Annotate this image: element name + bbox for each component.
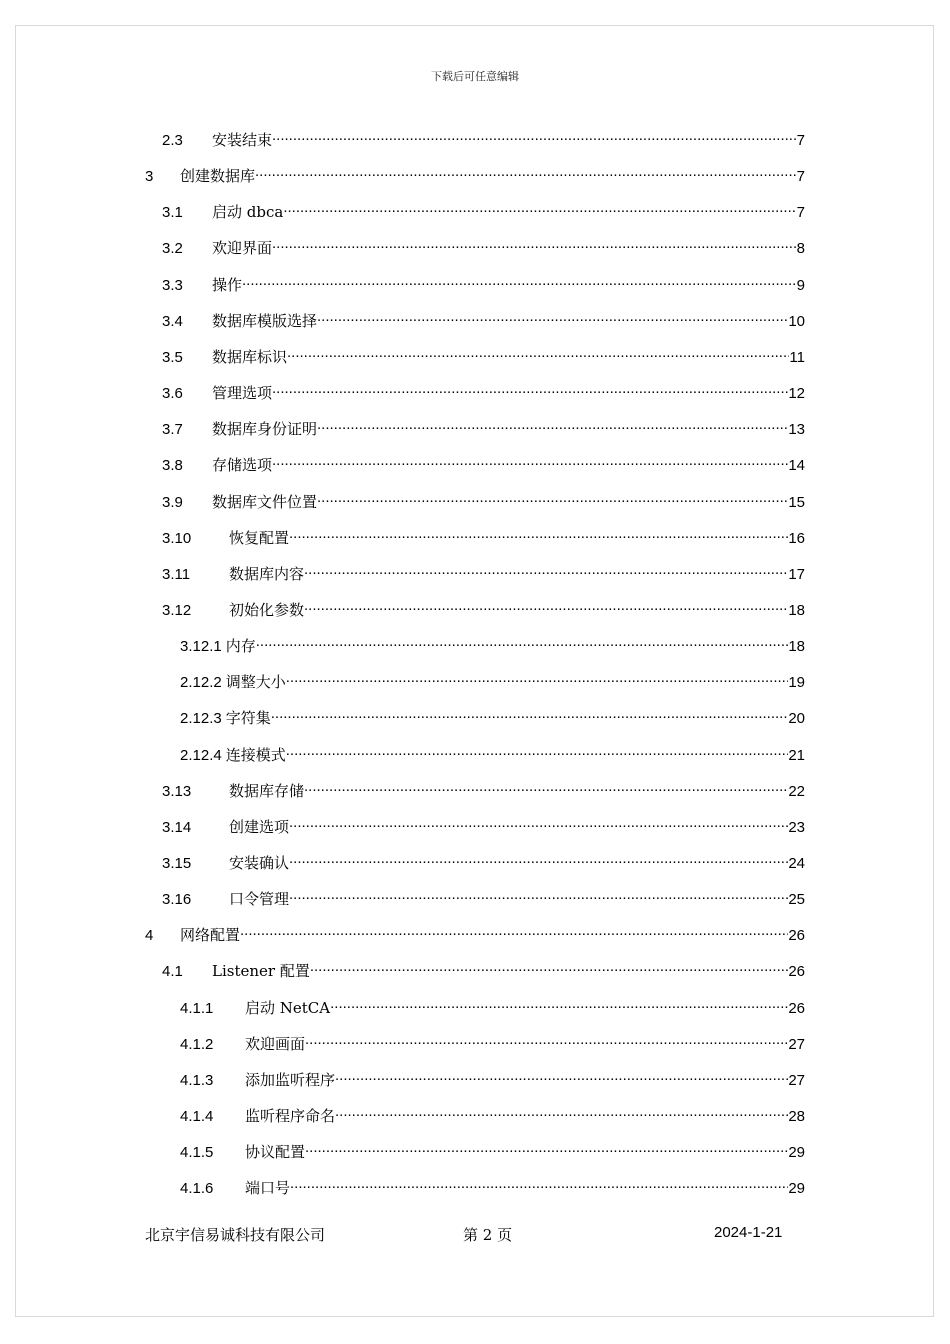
- toc-entry-number: 3.5: [162, 348, 183, 366]
- toc-entry[interactable]: [162, 412, 805, 439]
- toc-entry[interactable]: [162, 195, 805, 222]
- toc-entry[interactable]: [180, 1171, 805, 1198]
- toc-leader-dots: [271, 701, 789, 723]
- toc-entry-number: 3.12.1: [180, 638, 222, 656]
- toc-entry-page: 18: [788, 601, 805, 619]
- toc-entry-page: 15: [788, 493, 805, 511]
- toc-entry[interactable]: [162, 485, 805, 511]
- toc-entry-title: 数据库存储: [229, 781, 305, 800]
- toc-entry-page: 9: [796, 276, 805, 294]
- toc-entry-page: 26: [788, 927, 805, 945]
- toc-entry-page: 20: [788, 710, 805, 728]
- toc-entry-title: 连接模式: [225, 745, 286, 764]
- toc-entry-title: 存储选项: [212, 456, 273, 475]
- toc-entry-title: Listener 配置: [212, 962, 310, 981]
- toc-entry-page: 29: [788, 1144, 805, 1162]
- toc-entry-title: 数据库内容: [229, 564, 305, 583]
- toc-leader-dots: [304, 593, 788, 615]
- toc-entry-number: 3.9: [162, 493, 183, 511]
- toc-entry[interactable]: [180, 738, 805, 764]
- toc-entry-title: 监听程序命名: [245, 1107, 336, 1126]
- toc-entry[interactable]: [162, 231, 805, 258]
- toc-entry-number: 3.11: [162, 565, 191, 583]
- toc-entry-number: 3.3: [162, 276, 183, 294]
- toc-entry-title: 数据库模版选择: [212, 311, 318, 330]
- toc-entry[interactable]: [162, 882, 805, 909]
- toc-entry-page: 12: [788, 385, 805, 403]
- toc-entry[interactable]: [162, 557, 805, 583]
- toc-leader-dots: [283, 195, 796, 217]
- toc-entry[interactable]: [162, 448, 805, 475]
- toc-leader-dots: [317, 412, 788, 434]
- toc-entry-number: 4.1.6: [180, 1180, 214, 1198]
- toc-entry-number: 3.15: [162, 855, 192, 872]
- toc-entry-title: 添加监听程序: [245, 1070, 336, 1089]
- toc-entry-number: 3: [145, 168, 154, 186]
- toc-leader-dots: [287, 340, 789, 362]
- toc-leader-dots: [272, 448, 788, 470]
- toc-entry[interactable]: [162, 954, 805, 981]
- toc-entry-page: 14: [788, 457, 805, 475]
- toc-entry-page: 19: [788, 674, 805, 692]
- toc-leader-dots: [289, 846, 788, 868]
- toc-entry-number: 4.1.3: [180, 1071, 214, 1089]
- toc-entry[interactable]: [162, 340, 805, 366]
- toc-leader-dots: [290, 1171, 788, 1193]
- toc-leader-dots: [289, 521, 788, 543]
- toc-leader-dots: [335, 1099, 788, 1121]
- toc-entry-title: 创建选项: [229, 817, 290, 836]
- toc-entry[interactable]: [145, 159, 805, 186]
- toc-entry-title: 数据库标识: [212, 347, 288, 366]
- toc-entry[interactable]: [162, 521, 805, 547]
- toc-entry-title: 内存: [225, 637, 256, 656]
- toc-entry[interactable]: [145, 918, 805, 945]
- toc-entry-title: 恢复配置: [229, 528, 290, 547]
- toc-entry-title: 字符集: [225, 709, 271, 728]
- page-header: 下载后可任意编辑: [431, 70, 519, 83]
- toc-entry-number: 2.3: [162, 132, 183, 149]
- toc-entry-page: 16: [788, 529, 805, 547]
- toc-entry-page: 27: [788, 1071, 805, 1089]
- toc-entry-number: 4.1: [162, 963, 183, 981]
- toc-leader-dots: [272, 376, 788, 398]
- toc-entry[interactable]: [180, 1135, 805, 1162]
- toc-entry-page: 29: [788, 1180, 805, 1198]
- toc-entry-title: 欢迎界面: [212, 239, 273, 258]
- toc-leader-dots: [305, 1135, 788, 1157]
- toc-entry-number: 4.1.4: [180, 1108, 214, 1126]
- toc-entry-page: 11: [789, 348, 805, 366]
- toc-leader-dots: [286, 738, 789, 760]
- toc-entry-number: 2.12.2: [180, 674, 222, 692]
- toc-entry-number: 4: [145, 927, 154, 945]
- toc-entry-page: 8: [796, 240, 805, 258]
- toc-leader-dots: [304, 557, 788, 579]
- toc-entry[interactable]: [162, 123, 805, 149]
- toc-entry-page: 24: [788, 855, 805, 872]
- toc-entry-title: 操作: [212, 275, 243, 294]
- toc-entry[interactable]: [180, 1027, 805, 1053]
- toc-entry-number: 2.12.4: [180, 746, 222, 764]
- toc-entry[interactable]: [162, 774, 805, 800]
- toc-leader-dots: [289, 810, 788, 832]
- toc-leader-dots: [272, 123, 797, 145]
- toc-entry-title: 初始化参数: [229, 600, 305, 619]
- toc-entry-number: 4.1.5: [180, 1144, 214, 1162]
- toc-leader-dots: [255, 159, 797, 181]
- toc-entry-page: 13: [788, 421, 805, 439]
- toc-leader-dots: [317, 485, 788, 507]
- toc-entry-title: 数据库身份证明: [212, 420, 318, 439]
- toc-entry[interactable]: [162, 593, 805, 619]
- toc-entry-title: 欢迎画面: [245, 1034, 306, 1053]
- toc-entry-page: 28: [788, 1108, 805, 1126]
- toc-entry-number: 2.12.3: [180, 710, 222, 728]
- toc-entry-number: 3.16: [162, 891, 192, 909]
- toc-entry-number: 3.10: [162, 529, 192, 547]
- toc-leader-dots: [335, 1063, 788, 1085]
- toc-entry-page: 7: [796, 204, 805, 222]
- toc-entry[interactable]: [180, 665, 805, 692]
- toc-entry-page: 26: [788, 999, 805, 1017]
- toc-entry[interactable]: [180, 991, 805, 1017]
- footer-date: 2024-1-21: [714, 1224, 783, 1241]
- footer-company: 北京宇信易诚科技有限公司: [145, 1226, 326, 1244]
- footer-page-number: 第 2 页: [463, 1226, 513, 1244]
- toc-entry-page: 7: [796, 168, 805, 186]
- toc-leader-dots: [256, 629, 789, 651]
- toc-entry-number: 3.1: [162, 204, 183, 222]
- toc-entry-title: 安装确认: [229, 854, 290, 872]
- toc-leader-dots: [317, 304, 788, 326]
- toc-leader-dots: [289, 882, 788, 904]
- toc-leader-dots: [286, 665, 789, 687]
- toc-entry[interactable]: [162, 846, 805, 872]
- toc-entry-title: 启动 NetCA: [245, 998, 331, 1017]
- toc-entry-title: 协议配置: [245, 1143, 306, 1162]
- toc-entry-number: 3.2: [162, 240, 183, 258]
- toc-entry-page: 10: [788, 312, 805, 330]
- toc-entry-page: 27: [788, 1035, 805, 1053]
- toc-entry-page: 25: [788, 891, 805, 909]
- toc-leader-dots: [240, 918, 788, 940]
- toc-leader-dots: [330, 991, 788, 1013]
- toc-entry-title: 端口号: [245, 1179, 291, 1198]
- toc-entry-page: 18: [788, 638, 805, 656]
- toc-entry[interactable]: [180, 1099, 805, 1126]
- toc-entry-number: 3.14: [162, 818, 192, 836]
- toc-entry-number: 4.1.1: [180, 999, 214, 1017]
- toc-leader-dots: [310, 954, 788, 976]
- toc-leader-dots: [304, 774, 788, 796]
- toc-entry-page: 21: [788, 746, 805, 764]
- toc-entry-number: 3.8: [162, 457, 183, 475]
- page-footer: [0, 1224, 950, 1246]
- toc-entry-title: 管理选项: [212, 384, 273, 403]
- toc-entry-title: 网络配置: [180, 926, 241, 945]
- toc-entry-number: 3.4: [162, 312, 183, 330]
- toc-entry-page: 22: [788, 782, 805, 800]
- toc-entry-page: 7: [796, 132, 805, 149]
- toc-entry-title: 启动 dbca: [212, 203, 284, 222]
- toc-entry-number: 3.6: [162, 385, 183, 403]
- toc-entry-number: 3.13: [162, 782, 192, 800]
- toc-entry-page: 23: [788, 818, 805, 836]
- toc-entry-title: 数据库文件位置: [212, 492, 318, 511]
- toc-entry-number: 4.1.2: [180, 1035, 214, 1053]
- toc-entry-page: 17: [788, 565, 805, 583]
- toc-entry-title: 调整大小: [225, 673, 286, 692]
- toc-entry[interactable]: [162, 376, 805, 403]
- toc-entry[interactable]: [180, 701, 805, 728]
- toc-leader-dots: [305, 1027, 788, 1049]
- toc-entry-title: 口令管理: [229, 890, 290, 909]
- toc-entry[interactable]: [180, 1063, 805, 1089]
- toc-entry-title: 创建数据库: [180, 167, 256, 186]
- toc-entry-number: 3.12: [162, 601, 192, 619]
- toc-entry-title: 安装结束: [212, 131, 273, 149]
- toc-entry[interactable]: [162, 304, 805, 330]
- toc-entry[interactable]: [162, 810, 805, 836]
- toc-entry[interactable]: [180, 629, 805, 656]
- toc-leader-dots: [272, 231, 797, 253]
- toc-leader-dots: [242, 268, 797, 290]
- toc-entry[interactable]: [162, 268, 805, 294]
- toc-entry-number: 3.7: [162, 421, 183, 439]
- toc-entry-page: 26: [788, 963, 805, 981]
